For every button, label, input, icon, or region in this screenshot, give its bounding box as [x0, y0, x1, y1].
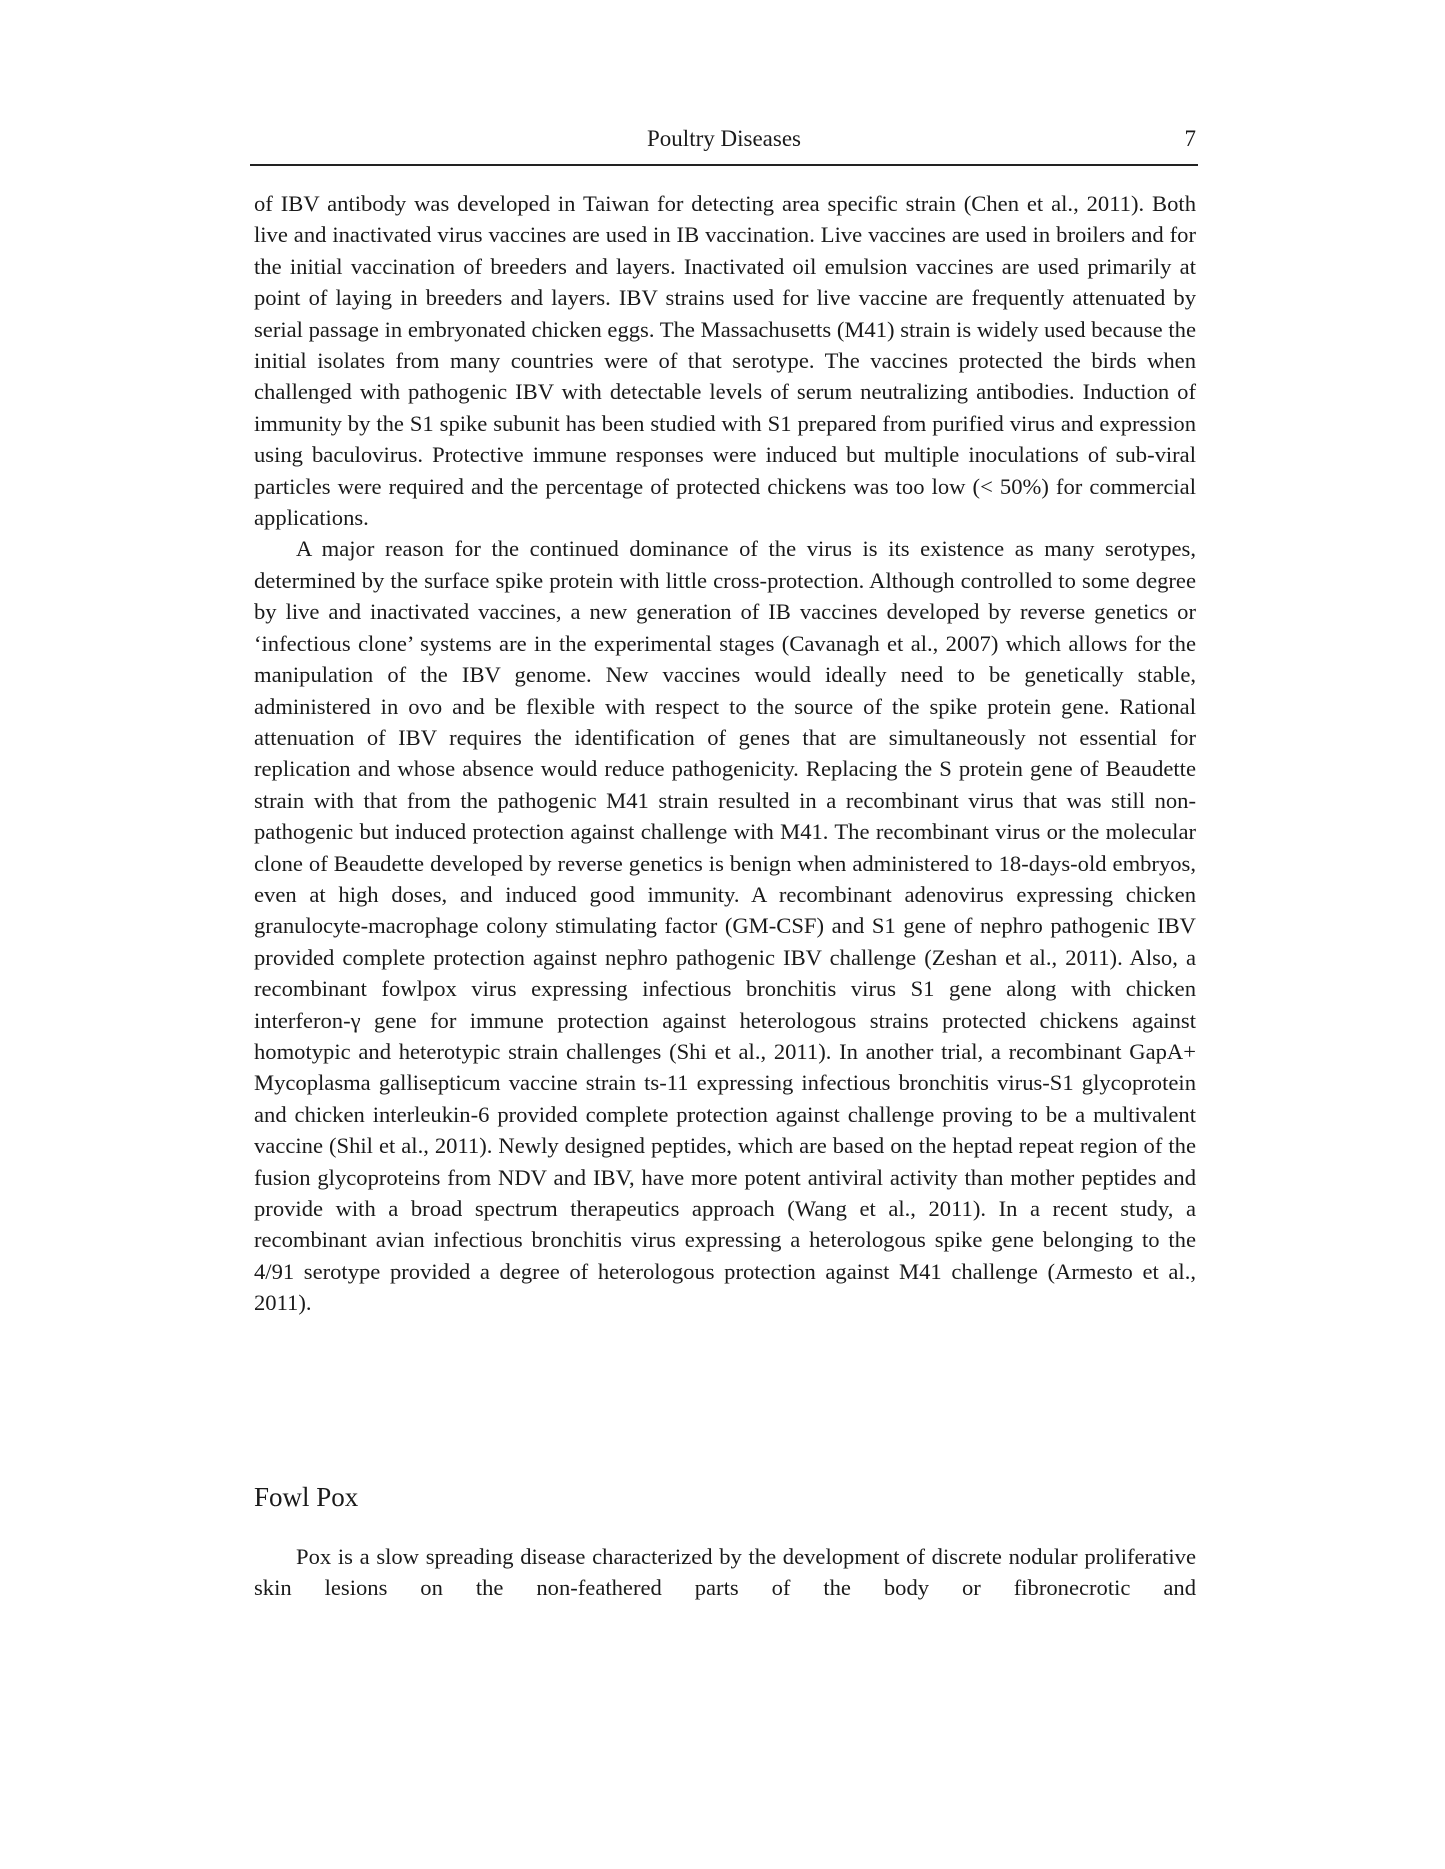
- section-body: [254, 1541, 1196, 1604]
- section-heading-fowl-pox: Fowl Pox: [254, 1482, 359, 1512]
- body-text: [254, 188, 1196, 1319]
- paragraph-continued: of IBV antibody was developed in Taiwan for detecting area specific strain (Chen et al., 2011). Both live and inactivated virus vaccines are used in IB vaccination. Live vaccines are used in broilers and for the initial vaccination of breeders and layers. Inactivated oil emulsion vaccines are used primarily at point of laying in breeders and layers. IBV strains used for live vaccine are frequently attenuated by serial passage in embryonated chicken eggs. The Massachusetts (M41) strain is widely used because the initial isolates from many countries were of that serotype. The vaccines protected the birds when challenged with pathogenic IBV with detectable levels of serum neutralizing antibodies. Induction of immunity by the S1 spike subunit has been studied with S1 prepared from purified virus and expression using baculovirus. Protective immune responses were induced but multiple inoculations of sub-viral particles were required and the percentage of protected chickens was too low (< 50%) for commercial applications.: [254, 191, 1196, 531]
- running-title: Poultry Diseases: [647, 126, 801, 151]
- running-header: [250, 122, 1198, 166]
- document-page: [250, 0, 1198, 1869]
- paragraph-ib-vaccines: A major reason for the continued dominance of the virus is its existence as many serotypes, determined by the surface spike protein with little cross-protection. Although controlled to some degree by live and inactivated vaccines, a new generation of IB vaccines developed by reverse genetics or ‘infectious clone’ systems are in the experimental stages (Cavanagh et al., 2007) which allows for the manipulation of the IBV genome. New vaccines would ideally need to be genetically stable, administered in ovo and be flexible with respect to the source of the spike protein gene. Rational attenuation of IBV requires the identification of genes that are simultaneously not essential for replication and whose absence would reduce pathogenicity. Replacing the S protein gene of Beaudette strain with that from the pathogenic M41 strain resulted in a recombinant virus that was still non-pathogenic but induced protection against challenge with M41. The recombinant virus or the molecular clone of Beaudette developed by reverse genetics is benign when administered to 18-days-old embryos, even at high doses, and induced good immunity. A recombinant adenovirus expressing chicken granulocyte-macrophage colony stimulating factor (GM-CSF) and S1 gene of nephro pathogenic IBV provided complete protection against nephro pathogenic IBV challenge (Zeshan et al., 2011). Also, a recombinant fowlpox virus expressing infectious bronchitis virus S1 gene along with chicken interferon-γ gene for immune protection against heterologous strains protected chickens against homotypic and heterotypic strain challenges (Shi et al., 2011). In another trial, a recombinant GapA+ Mycoplasma gallisepticum vaccine strain ts-11 expressing infectious bronchitis virus-S1 glycoprotein and chicken interleukin-6 provided complete protection against challenge proving to be a multivalent vaccine (Shil et al., 2011). Newly designed peptides, which are based on the heptad repeat region of the fusion glycoproteins from NDV and IBV, have more potent antiviral activity than mother peptides and provide with a broad spectrum therapeutics approach (Wang et al., 2011). In a recent study, a recombinant avian infectious bronchitis virus expressing a heterologous spike gene belonging to the 4/91 serotype provided a degree of heterologous protection against M41 challenge (Armesto et al., 2011).: [254, 536, 1196, 1316]
- paragraph-fowl-pox: Pox is a slow spreading disease characterized by the development of discrete nodular proliferative skin lesions on the non-feathered parts of the body or fibronecrotic and: [254, 1544, 1196, 1601]
- page-number: 7: [1184, 126, 1196, 151]
